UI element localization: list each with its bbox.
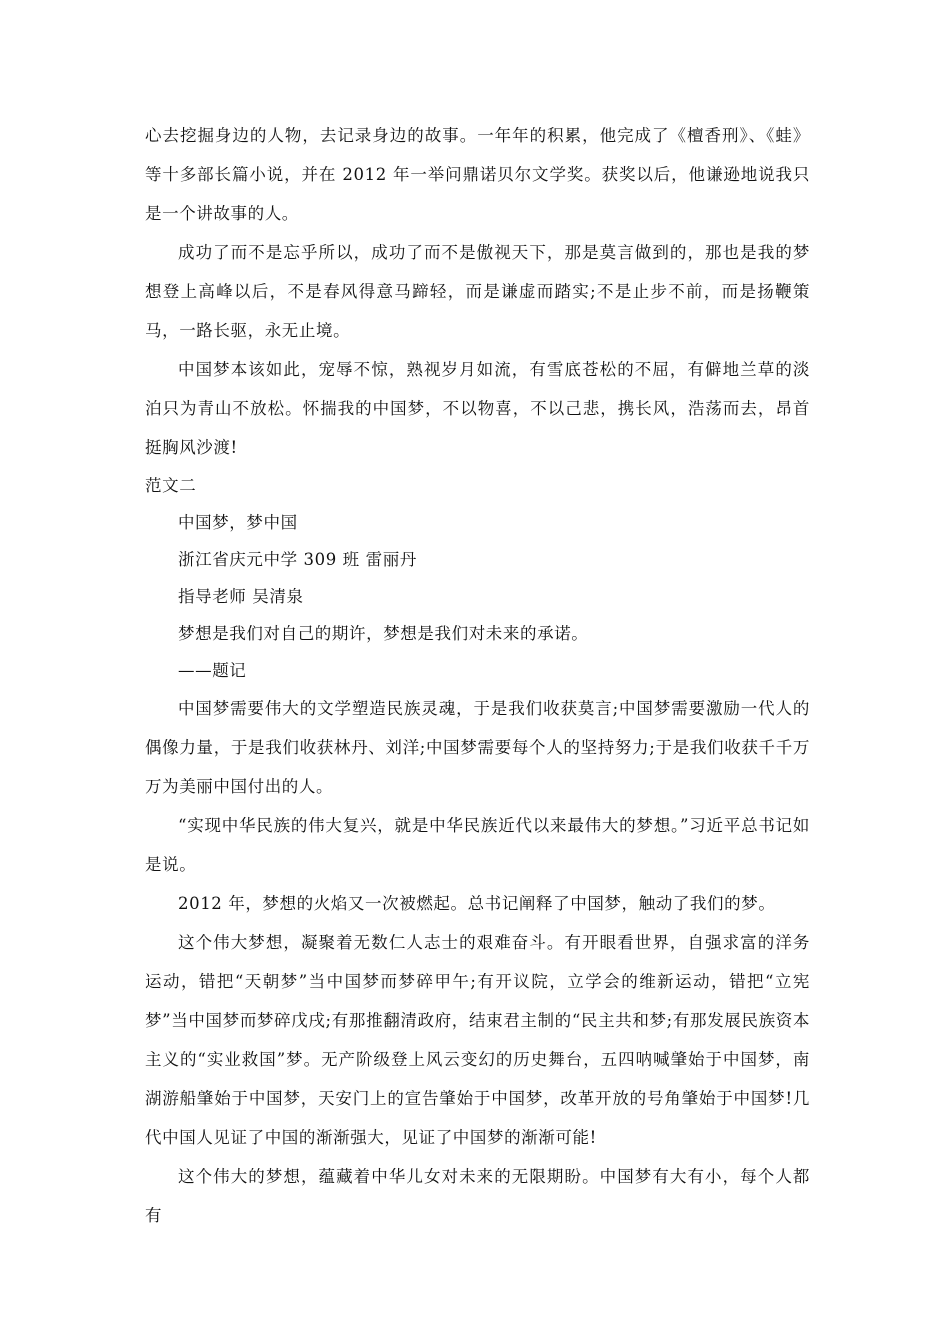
- document-body: [145, 116, 810, 1235]
- section-heading: 范文二: [145, 476, 197, 495]
- paragraph: 中国梦需要伟大的文学塑造民族灵魂，于是我们收获莫言;中国梦需要激励一代人的偶像力量，于是我们收获林丹、刘洋;中国梦需要每个人的坚持努力;于是我们收获千千万万为美丽中国付出的人。: [145, 699, 810, 796]
- paragraph: 中国梦本该如此，宠辱不惊，熟视岁月如流，有雪底苍松的不屈，有僻地兰草的淡泊只为青山不放松。怀揣我的中国梦，不以物喜，不以己悲，携长风，浩荡而去，昂首挺胸风沙渡!: [145, 360, 810, 457]
- advisor-line: 指导老师 吴清泉: [178, 587, 304, 606]
- paragraph: 心去挖掘身边的人物，去记录身边的故事。一年年的积累，他完成了《檀香刑》、《蛙》等十多部长篇小说，并在 2012 年一举问鼎诺贝尔文学奖。获奖以后，他谦逊地说我只是一个讲故事的人。: [145, 126, 810, 223]
- paragraph: 这个伟大梦想，凝聚着无数仁人志士的艰难奋斗。有开眼看世界，自强求富的洋务运动，错把“天朝梦”当中国梦而梦碎甲午;有开议院，立学会的维新运动，错把“立宪梦”当中国梦而梦碎戊戌;有那推翻清政府，结束君主制的“民主共和梦;有那发展民族资本主义的“实业救国”梦。无产阶级登上风云变幻的历史舞台，五四呐喊肇始于中国梦，南湖游船肇始于中国梦，天安门上的宣告肇始于中国梦，改革开放的号角肇始于中国梦!几代中国人见证了中国的渐渐强大，见证了中国梦的渐渐可能!: [145, 933, 810, 1147]
- epigraph-attribution: ——题记: [178, 661, 247, 680]
- paragraph: 成功了而不是忘乎所以，成功了而不是傲视天下，那是莫言做到的，那也是我的梦想登上高峰以后，不是春风得意马蹄轻，而是谦虚而踏实;不是止步不前，而是扬鞭策马，一路长驱，永无止境。: [145, 243, 810, 340]
- author-line: 浙江省庆元中学 309 班 雷丽丹: [178, 550, 417, 569]
- paragraph: “实现中华民族的伟大复兴，就是中华民族近代以来最伟大的梦想。”习近平总书记如是说。: [145, 816, 810, 874]
- paragraph: 这个伟大的梦想，蕴藏着中华儿女对未来的无限期盼。中国梦有大有小，每个人都有: [145, 1167, 810, 1225]
- essay-title: 中国梦，梦中国: [178, 513, 298, 532]
- epigraph: 梦想是我们对自己的期许，梦想是我们对未来的承诺。: [178, 624, 589, 643]
- paragraph: 2012 年，梦想的火焰又一次被燃起。总书记阐释了中国梦，触动了我们的梦。: [178, 894, 776, 913]
